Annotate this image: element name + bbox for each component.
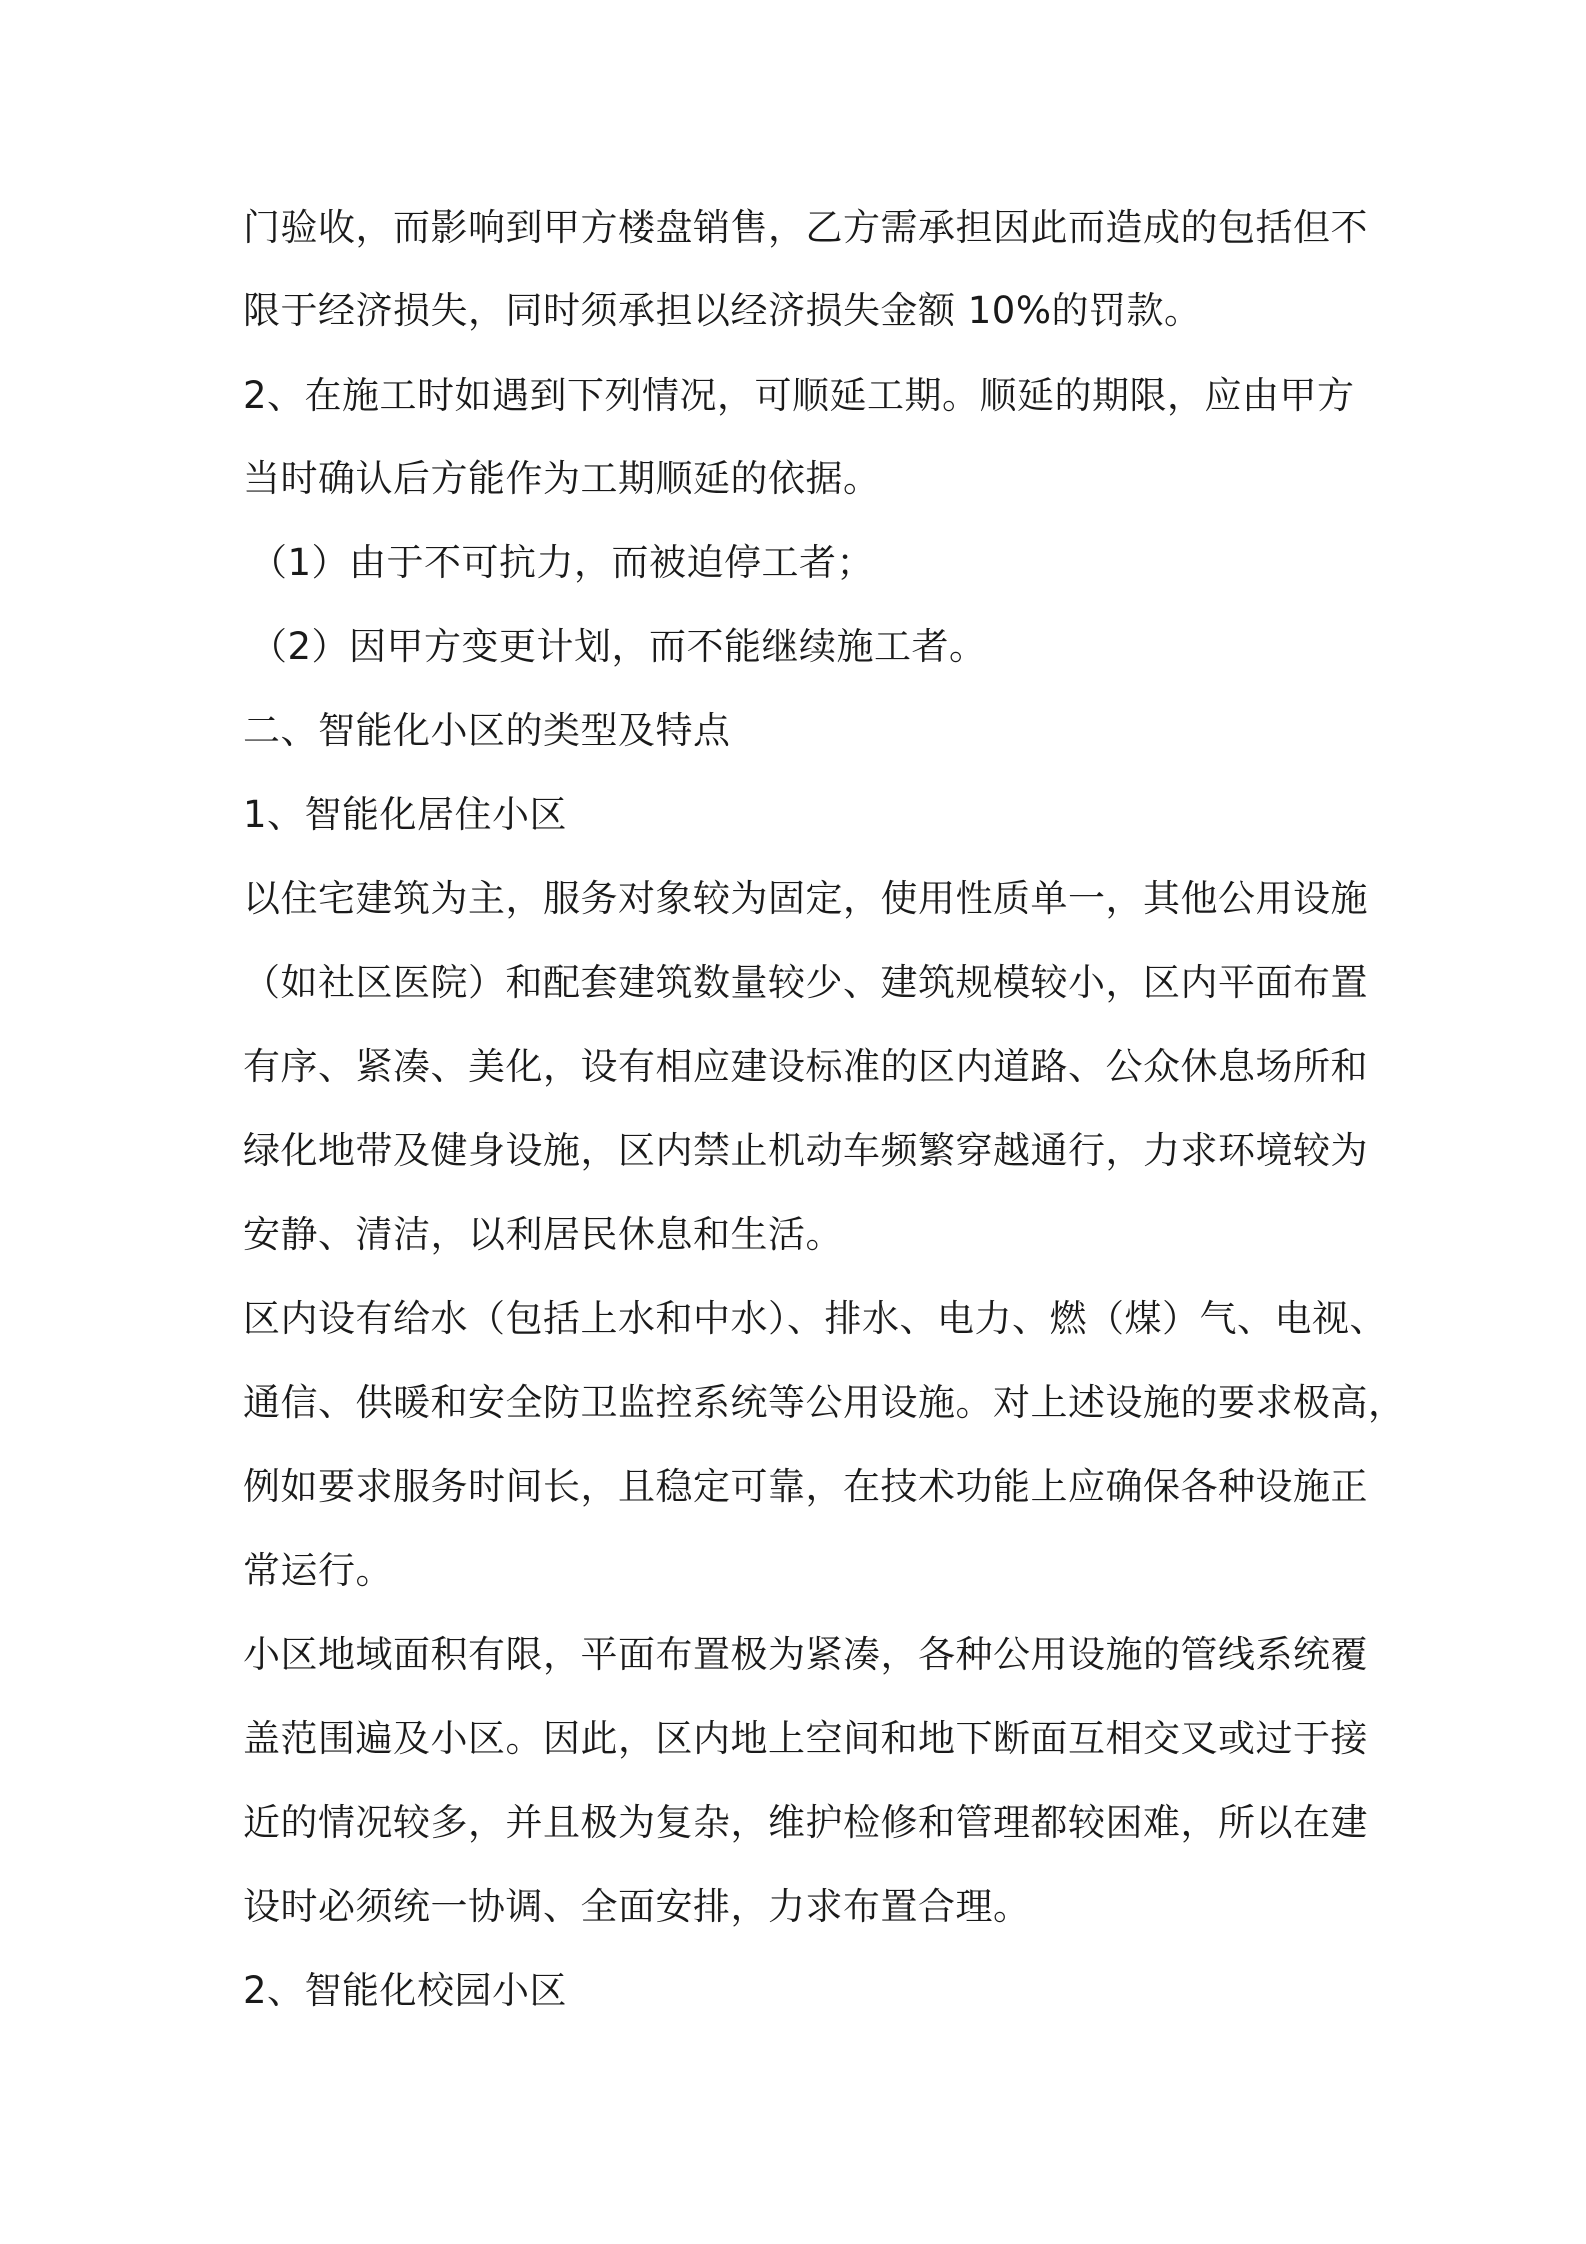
subsection-heading: 2、智能化校园小区 — [243, 1969, 568, 2012]
subsection-heading: 1、智能化居住小区 — [243, 793, 568, 836]
text-line: 限于经济损失，同时须承担以经济损失金额 10%的罚款。 — [243, 289, 1202, 332]
list-item: （1）由于不可抗力，而被迫停工者； — [250, 541, 875, 584]
text-line: 小区地域面积有限，平面布置极为紧凑，各种公用设施的管线系统覆 — [243, 1633, 1368, 1676]
text-line: 绿化地带及健身设施，区内禁止机动车频繁穿越通行，力求环境较为 — [243, 1129, 1368, 1172]
text-line: 设时必须统一协调、全面安排，力求布置合理。 — [243, 1885, 1031, 1928]
text-line: 通信、供暖和安全防卫监控系统等公用设施。对上述设施的要求极高， — [243, 1381, 1406, 1424]
text-line: 门验收，而影响到甲方楼盘销售，乙方需承担因此而造成的包括但不 — [243, 206, 1368, 249]
section-heading: 二、智能化小区的类型及特点 — [243, 709, 731, 752]
text-line: 以住宅建筑为主，服务对象较为固定，使用性质单一，其他公用设施 — [243, 877, 1368, 920]
text-line: 安静、清洁，以利居民休息和生活。 — [243, 1213, 843, 1256]
list-item-heading: 2、在施工时如遇到下列情况，可顺延工期。顺延的期限，应由甲方 — [243, 374, 1355, 417]
text-line: 区内设有给水（包括上水和中水）、排水、电力、燃（煤）气、电视、 — [243, 1297, 1387, 1340]
text-line: 当时确认后方能作为工期顺延的依据。 — [243, 457, 881, 500]
text-line: 例如要求服务时间长，且稳定可靠，在技术功能上应确保各种设施正 — [243, 1465, 1368, 1508]
text-line: 近的情况较多，并且极为复杂，维护检修和管理都较困难，所以在建 — [243, 1801, 1368, 1844]
list-item: （2）因甲方变更计划，而不能继续施工者。 — [250, 625, 987, 668]
text-line: 盖范围遍及小区。因此，区内地上空间和地下断面互相交叉或过于接 — [243, 1717, 1368, 1760]
text-line: 有序、紧凑、美化，设有相应建设标准的区内道路、公众休息场所和 — [243, 1045, 1368, 1088]
text-line: （如社区医院）和配套建筑数量较少、建筑规模较小，区内平面布置 — [243, 961, 1368, 1004]
text-line: 常运行。 — [243, 1549, 393, 1592]
